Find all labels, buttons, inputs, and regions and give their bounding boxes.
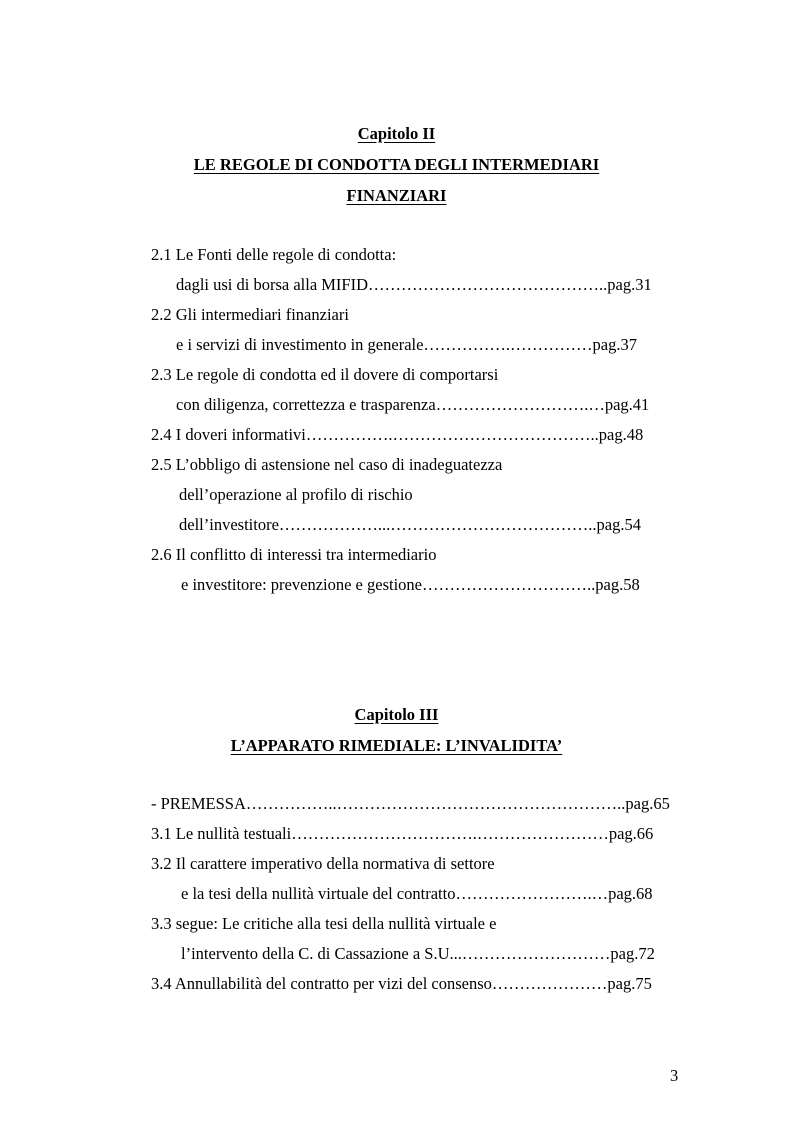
toc-entry-2-2-continued: e i servizi di investimento in generale…………….……………pag.37 bbox=[176, 335, 637, 354]
toc-entry-3-2-continued: e la tesi della nullità virtuale del contratto…………………….…pag.68 bbox=[181, 884, 653, 903]
toc-entry-2-6-title: 2.6 Il conflitto di interessi tra intermediario bbox=[151, 545, 437, 564]
toc-entry-2-3-continued: con diligenza, correttezza e trasparenza……………………….…pag.41 bbox=[176, 395, 650, 414]
chapter-2-title-line-2: FINANZIARI bbox=[346, 186, 447, 205]
toc-entry-2-4: 2.4 I doveri informativi…………….………………………………..pag.48 bbox=[151, 425, 644, 444]
toc-entry-2-1-continued: dagli usi di borsa alla MIFID……………………………………..pag.31 bbox=[176, 275, 652, 294]
toc-entry-2-6-continued: e investitore: prevenzione e gestione…………………………..pag.58 bbox=[181, 575, 640, 594]
toc-entry-3-2-title: 3.2 Il carattere imperativo della normativa di settore bbox=[151, 854, 495, 873]
toc-entry-2-5-title: 2.5 L’obbligo di astensione nel caso di inadeguatezza bbox=[151, 455, 503, 474]
toc-entry-premessa: - PREMESSA……………..……………………………………………..pag.65 bbox=[151, 794, 670, 813]
chapter-3-label: Capitolo III bbox=[354, 705, 439, 724]
toc-entry-3-1: 3.1 Le nullità testuali…………………………….……………………pag.66 bbox=[151, 824, 654, 843]
chapter-3-title: L’APPARATO RIMEDIALE: L’INVALIDITA’ bbox=[230, 736, 563, 755]
toc-entry-2-1-title: 2.1 Le Fonti delle regole di condotta: bbox=[151, 245, 397, 264]
page-number: 3 bbox=[670, 1066, 679, 1085]
chapter-2-label: Capitolo II bbox=[357, 124, 436, 143]
toc-entry-3-3-title: 3.3 segue: Le critiche alla tesi della nullità virtuale e bbox=[151, 914, 497, 933]
chapter-2-title-line-1: LE REGOLE DI CONDOTTA DEGLI INTERMEDIARI bbox=[193, 155, 600, 174]
toc-entry-2-3-title: 2.3 Le regole di condotta ed il dovere di comportarsi bbox=[151, 365, 499, 384]
toc-entry-3-3-continued: l’intervento della C. di Cassazione a S.U...………………………pag.72 bbox=[181, 944, 655, 963]
toc-entry-2-5-continued-2: dell’investitore………………...………………………………..pag.54 bbox=[179, 515, 641, 534]
toc-entry-3-4: 3.4 Annullabilità del contratto per vizi del consenso…………………pag.75 bbox=[151, 974, 652, 993]
toc-entry-2-2-title: 2.2 Gli intermediari finanziari bbox=[151, 305, 349, 324]
toc-entry-2-5-continued: dell’operazione al profilo di rischio bbox=[179, 485, 413, 504]
